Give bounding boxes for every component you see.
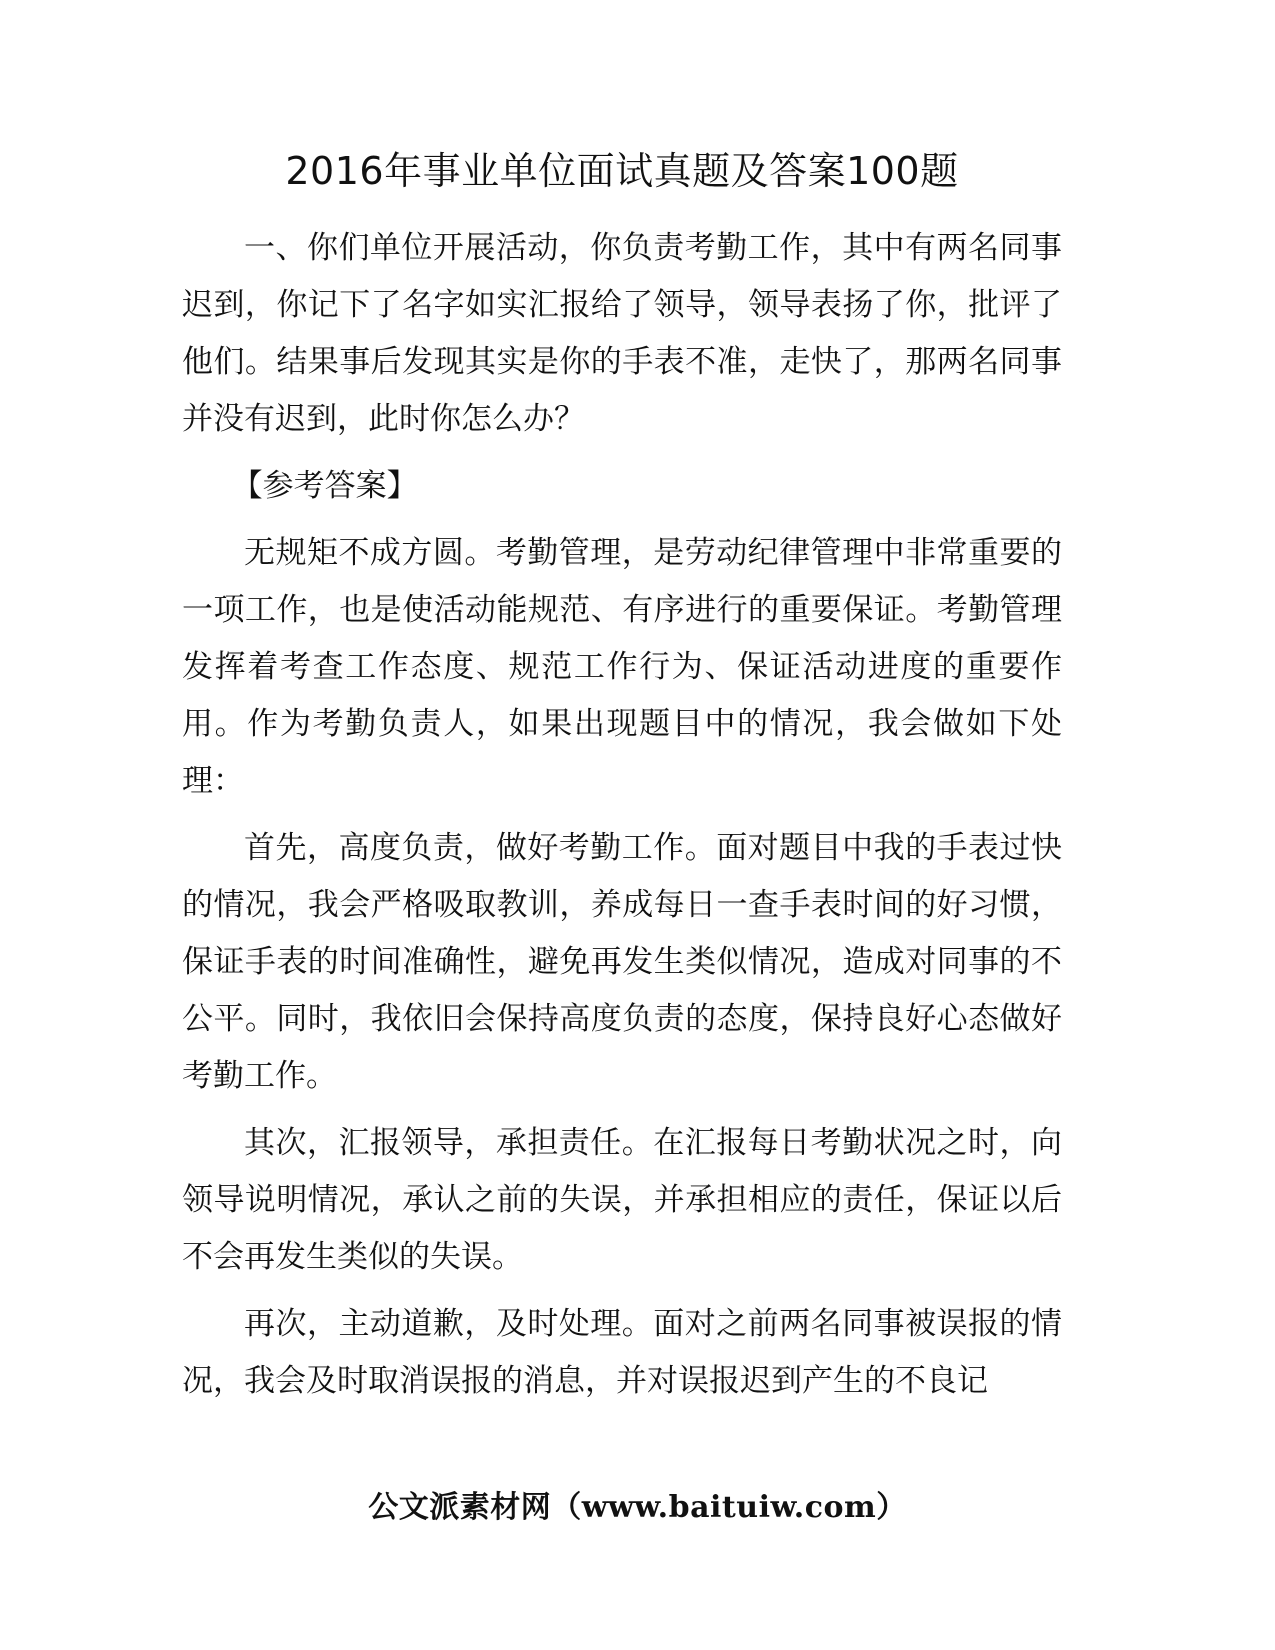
question-paragraph: 一、你们单位开展活动，你负责考勤工作，其中有两名同事迟到，你记下了名字如实汇报给了领导，领导表扬了你，批评了他们。结果事后发现其实是你的手表不准，走快了，那两名同事并没有迟到，此时你怎么办？ [182,230,1062,437]
answer-point-second-paragraph: 其次，汇报领导，承担责任。在汇报每日考勤状况之时，向领导说明情况，承认之前的失误，并承担相应的责任，保证以后不会再发生类似的失误。 [182,1125,1062,1275]
document-body [182,140,1062,1410]
document-title: 2016年事业单位面试真题及答案100题 [285,149,959,193]
answer-point-third-paragraph: 再次，主动道歉，及时处理。面对之前两名同事被误报的情况，我会及时取消误报的消息，并对误报迟到产生的不良记 [182,1306,1062,1399]
page-footer: 公文派素材网（www.baituiw.com） [368,1490,907,1525]
answer-heading: 【参考答案】 [231,468,418,504]
answer-point-first-paragraph: 首先，高度负责，做好考勤工作。面对题目中我的手表过快的情况，我会严格吸取教训，养成每日一查手表时间的好习惯，保证手表的时间准确性，避免再发生类似情况，造成对同事的不公平。同时，我依旧会保持高度负责的态度，保持良好心态做好考勤工作。 [182,830,1062,1094]
answer-intro-paragraph: 无规矩不成方圆。考勤管理，是劳动纪律管理中非常重要的一项工作，也是使活动能规范、有序进行的重要保证。考勤管理发挥着考查工作态度、规范工作行为、保证活动进度的重要作用。作为考勤负责人，如果出现题目中的情况，我会做如下处理： [182,535,1062,799]
